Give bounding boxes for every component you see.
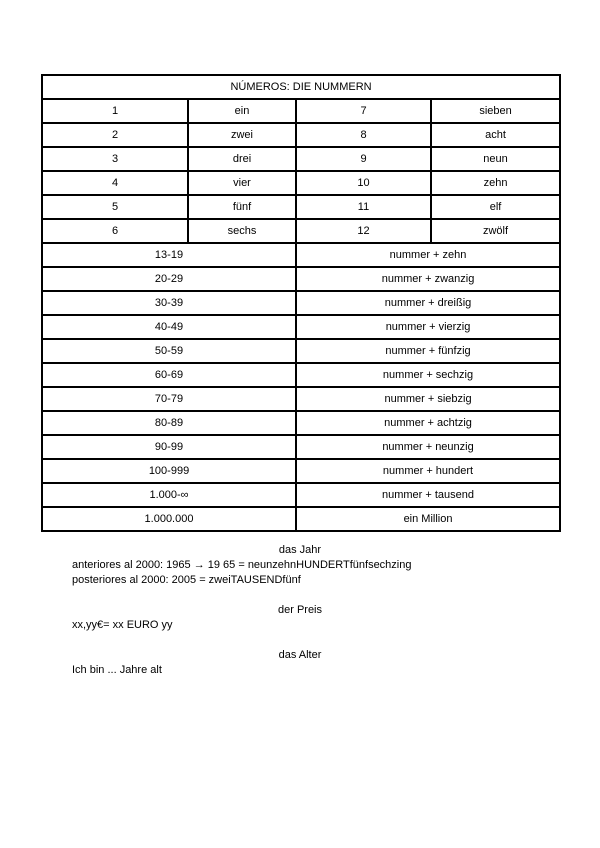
word-cell: zwölf (431, 219, 560, 243)
table-row (42, 123, 560, 147)
number-cell: 11 (296, 195, 431, 219)
table-row (42, 147, 560, 171)
number-cell: 5 (42, 195, 188, 219)
table-row (42, 267, 560, 291)
word-cell: ein (188, 99, 296, 123)
note-price-line1: xx,yy€= xx EURO yy (72, 619, 173, 631)
range-cell: 60-69 (42, 363, 296, 387)
word-cell: sieben (431, 99, 560, 123)
number-cell: 8 (296, 123, 431, 147)
numbers-table (41, 74, 561, 532)
table-row (42, 483, 560, 507)
number-cell: 1 (42, 99, 188, 123)
word-cell: elf (431, 195, 560, 219)
range-cell: 90-99 (42, 435, 296, 459)
range-cell: 50-59 (42, 339, 296, 363)
table-row (42, 171, 560, 195)
table-row (42, 195, 560, 219)
pattern-cell: ein Million (296, 507, 560, 531)
table-row (42, 459, 560, 483)
table-row (42, 387, 560, 411)
pattern-cell: nummer + neunzig (296, 435, 560, 459)
number-cell: 7 (296, 99, 431, 123)
note-year-line2: posteriores al 2000: 2005 = zweiTAUSENDfünf (72, 574, 301, 586)
pattern-cell: nummer + fünfzig (296, 339, 560, 363)
range-cell: 20-29 (42, 267, 296, 291)
table-row (42, 219, 560, 243)
note-heading-price: der Preis (277, 604, 323, 616)
table-row (42, 435, 560, 459)
range-cell: 80-89 (42, 411, 296, 435)
word-cell: zehn (431, 171, 560, 195)
pattern-cell: nummer + hundert (296, 459, 560, 483)
table-header-row (42, 75, 560, 99)
word-cell: drei (188, 147, 296, 171)
word-cell: fünf (188, 195, 296, 219)
range-cell: 1.000.000 (42, 507, 296, 531)
word-cell: zwei (188, 123, 296, 147)
number-cell: 10 (296, 171, 431, 195)
word-cell: neun (431, 147, 560, 171)
word-cell: sechs (188, 219, 296, 243)
notes-section (0, 543, 600, 678)
range-cell: 70-79 (42, 387, 296, 411)
note-age-line1: Ich bin ... Jahre alt (72, 664, 162, 676)
pattern-cell: nummer + sechzig (296, 363, 560, 387)
table-row (42, 243, 560, 267)
pattern-cell: nummer + zwanzig (296, 267, 560, 291)
pattern-cell: nummer + zehn (296, 243, 560, 267)
number-cell: 2 (42, 123, 188, 147)
number-cell: 6 (42, 219, 188, 243)
table-title: NÚMEROS: DIE NUMMERN (42, 75, 560, 99)
pattern-cell: nummer + vierzig (296, 315, 560, 339)
range-cell: 1.000-∞ (42, 483, 296, 507)
number-cell: 12 (296, 219, 431, 243)
pattern-cell: nummer + dreißig (296, 291, 560, 315)
table-row (42, 315, 560, 339)
range-cell: 13-19 (42, 243, 296, 267)
word-cell: vier (188, 171, 296, 195)
table-row (42, 507, 560, 531)
note-year-line1: anteriores al 2000: 1965 → 19 65 = neunzehnHUNDERTfünfsechzing (72, 559, 412, 571)
number-cell: 4 (42, 171, 188, 195)
table-row (42, 99, 560, 123)
table-row (42, 363, 560, 387)
range-cell: 40-49 (42, 315, 296, 339)
range-cell: 100-999 (42, 459, 296, 483)
pattern-cell: nummer + tausend (296, 483, 560, 507)
table-row (42, 291, 560, 315)
word-cell: acht (431, 123, 560, 147)
number-cell: 3 (42, 147, 188, 171)
table-row (42, 339, 560, 363)
note-heading-age: das Alter (278, 649, 322, 661)
number-cell: 9 (296, 147, 431, 171)
note-heading-year: das Jahr (278, 544, 322, 556)
pattern-cell: nummer + siebzig (296, 387, 560, 411)
pattern-cell: nummer + achtzig (296, 411, 560, 435)
range-cell: 30-39 (42, 291, 296, 315)
table-row (42, 411, 560, 435)
